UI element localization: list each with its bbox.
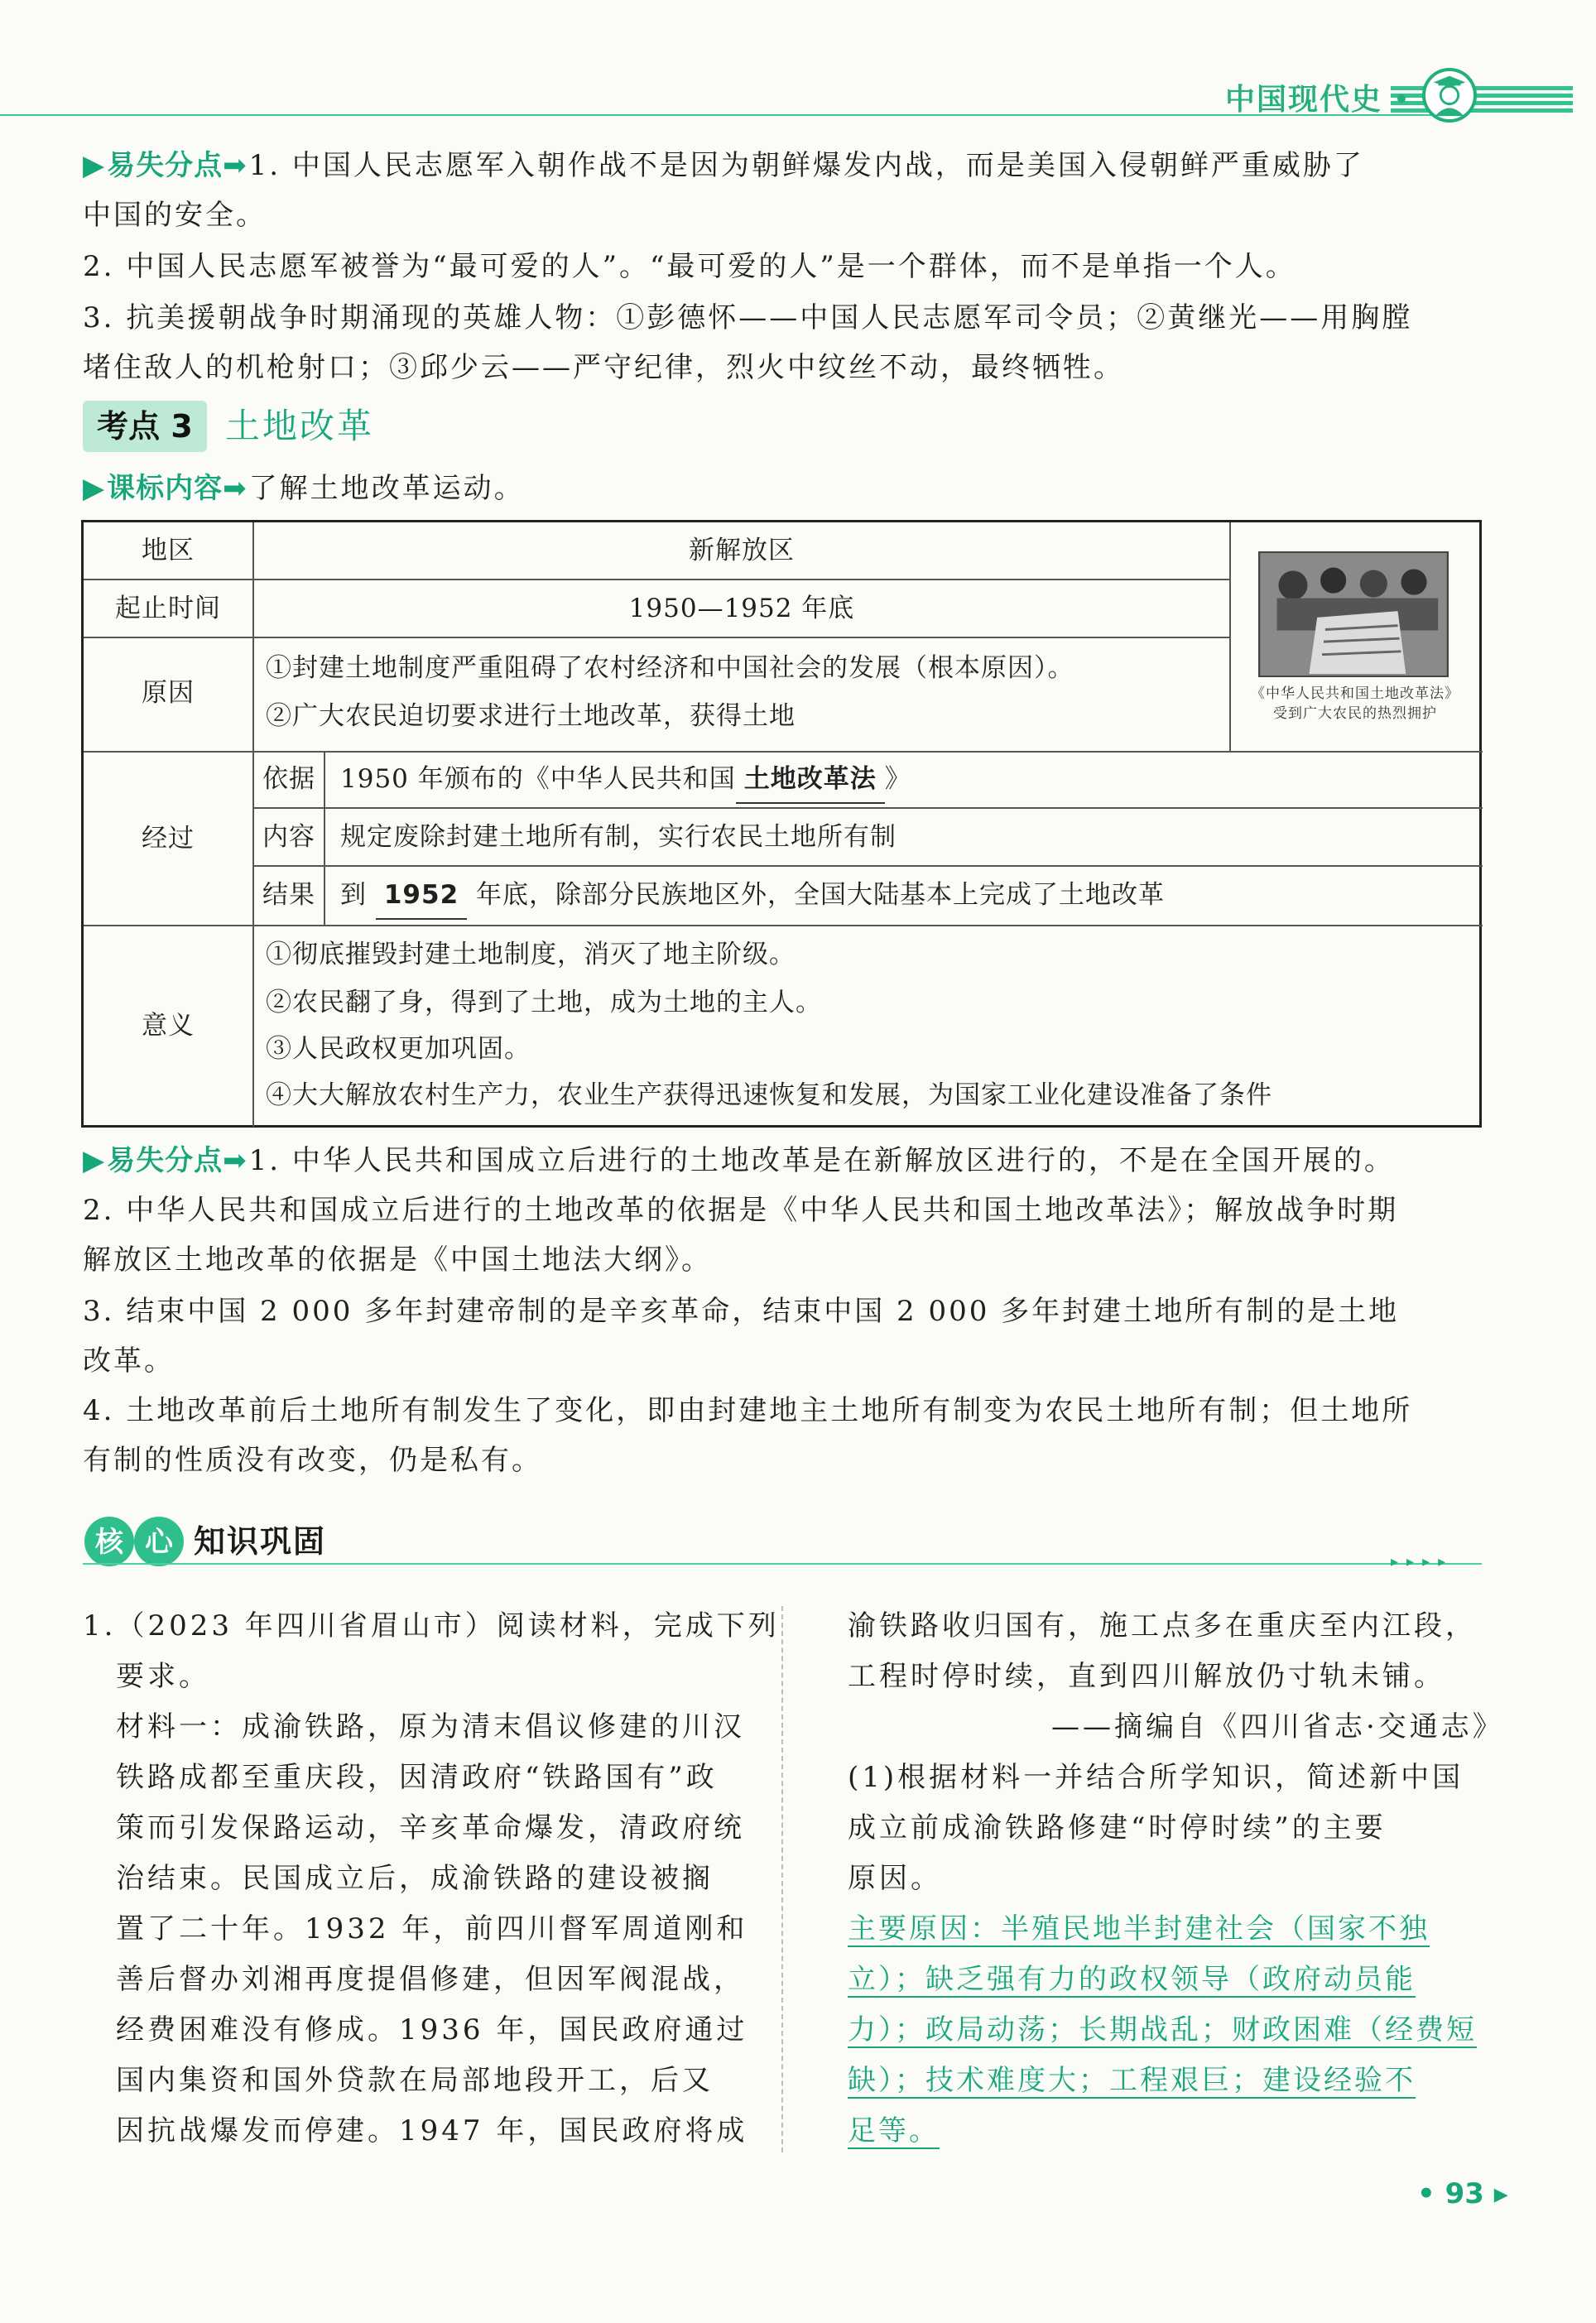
basis-suffix: 》 <box>884 764 911 794</box>
meaning-label: 意义 <box>142 1011 195 1041</box>
triangle-icon: ▶ <box>83 149 108 182</box>
meaning-line-2: ②农民翻了身，得到了土地，成为土地的主人。 <box>266 988 822 1017</box>
basis-fill-answer: 土地改革法 <box>736 756 885 804</box>
arrow-right-icon: ➡ <box>223 472 249 505</box>
time-label: 起止时间 <box>115 594 221 623</box>
core-badge <box>83 1515 205 1568</box>
photo-caption-line-2: 受到广大农民的热烈拥护 <box>1273 705 1437 722</box>
question-left-1: 1.（2023 年四川省眉山市）阅读材料，完成下列 <box>83 1609 780 1642</box>
question-right-1: 渝铁路收归国有，施工点多在重庆至内江段， <box>848 1609 1477 1642</box>
curriculum-text: 了解土地改革运动。 <box>248 472 525 505</box>
student-avatar-icon <box>1422 68 1477 123</box>
note1-line-2: 中国的安全。 <box>83 199 267 232</box>
answer-text-2: 立）；缺乏强有力的政权领导（政府动员能 <box>848 1963 1416 1996</box>
question-left-8: 善后督办刘湘再度提倡修建，但因军阀混战， <box>116 1963 745 1996</box>
note2-tag: 易失分点 <box>107 1144 224 1177</box>
curriculum-line <box>83 464 525 513</box>
section-dots-icon: ▸▸▸▸ <box>1391 1553 1454 1570</box>
note2-line-5: 改革。 <box>83 1344 175 1378</box>
basis-value <box>340 756 911 804</box>
answer-text-3: 力）；政局动荡；长期战乱；财政困难（经费短 <box>848 2013 1477 2046</box>
header-stripes <box>1391 86 1573 116</box>
note1-text-1: 1. 中国人民志愿军入朝作战不是因为朝鲜爆发内战，而是美国入侵朝鲜严重威胁了 <box>248 149 1364 182</box>
page-number-value: 93 <box>1445 2177 1484 2210</box>
basis-label: 依据 <box>262 764 315 794</box>
column-divider <box>781 1606 783 2152</box>
answer-text-4: 缺）；技术难度大；工程艰巨；建设经验不 <box>848 2064 1416 2097</box>
kaodian-title: 土地改革 <box>225 406 375 446</box>
photo-caption <box>1238 684 1472 724</box>
note2-text-1: 1. 中华人民共和国成立后进行的土地改革是在新解放区进行的，不是在全国开展的。 <box>248 1144 1395 1177</box>
result-value <box>340 872 1165 920</box>
note2-line-2: 2. 中华人民共和国成立后进行的土地改革的依据是《中华人民共和国土地改革法》；解放战争时期 <box>83 1194 1399 1227</box>
page-arrow-icon: ▸ <box>1483 2177 1508 2210</box>
region-value: 新解放区 <box>689 536 795 565</box>
question-left-9: 经费困难没有修成。1936 年，国民政府通过 <box>116 2013 748 2046</box>
note2-line-6: 4. 土地改革前后土地所有制发生了变化，即由封建地主土地所有制变为农民土地所有制；但土地所 <box>83 1394 1413 1427</box>
curriculum-tag: 课标内容 <box>107 472 224 505</box>
note1-line-4: 3. 抗美援朝战争时期涌现的英雄人物：①彭德怀——中国人民志愿军司令员；②黄继光——用胸膛 <box>83 301 1413 334</box>
triangle-icon: ▶ <box>83 1144 108 1177</box>
question-left-11: 因抗战爆发而停建。1947 年，国民政府将成 <box>116 2114 748 2147</box>
page-number <box>1417 2177 1508 2210</box>
result-prefix: 到 <box>340 880 367 910</box>
result-label: 结果 <box>262 880 315 910</box>
question-left-2: 要求。 <box>116 1660 210 1693</box>
note1-line-3: 2. 中国人民志愿军被誉为“最可爱的人”。“最可爱的人”是一个群体，而不是单指一个人。 <box>83 250 1296 283</box>
answer-line-5 <box>848 2106 940 2157</box>
basis-prefix: 1950 年颁布的《中华人民共和国 <box>340 764 736 794</box>
note2-line-3: 解放区土地改革的依据是《中国土地法大纲》。 <box>83 1243 712 1277</box>
core-badge-char-1: 核 <box>95 1526 123 1559</box>
question-left-4: 铁路成都至重庆段，因清政府“铁路国有”政 <box>116 1761 718 1794</box>
meaning-line-4: ④大大解放农村生产力，农业生产获得迅速恢复和发展，为国家工业化建设准备了条件 <box>266 1080 1272 1110</box>
answer-text-1: 主要原因：半殖民地半封建社会（国家不独 <box>848 1912 1430 1945</box>
result-fill-answer: 1952 <box>376 872 467 920</box>
process-label: 经过 <box>142 824 195 854</box>
question-source: ——摘编自《四川省志·交通志》 <box>1051 1710 1504 1743</box>
time-value: 1950—1952 年底 <box>628 594 855 623</box>
question-left-5: 策而引发保路运动，辛亥革命爆发，清政府统 <box>116 1811 745 1844</box>
question-left-3: 材料一：成渝铁路，原为清末倡议修建的川汉 <box>116 1710 745 1743</box>
note2-line-4: 3. 结束中国 2 000 多年封建帝制的是辛亥革命，结束中国 2 000 多年封建土地所有制的是土地 <box>83 1295 1400 1328</box>
page-dot-icon: • <box>1417 2177 1445 2210</box>
question-left-7: 置了二十年。1932 年，前四川督军周道刚和 <box>116 1912 748 1945</box>
question-right-6: 原因。 <box>848 1862 942 1895</box>
section-title: 知识巩固 <box>194 1523 327 1560</box>
note1-line-5: 堵住敌人的机枪射口；③邱少云——严守纪律，烈火中纹丝不动，最终牺牲。 <box>83 351 1124 384</box>
content-value: 规定废除封建土地所有制，实行农民土地所有制 <box>340 822 897 852</box>
note2-line-1 <box>83 1136 1395 1186</box>
header-dot <box>1397 94 1406 103</box>
header-title: 中国现代史 <box>1225 83 1383 117</box>
core-badge-char-2: 心 <box>145 1526 173 1559</box>
result-suffix: 年底，除部分民族地区外，全国大陆基本上完成了土地改革 <box>476 880 1165 910</box>
answer-line-4 <box>848 2056 1416 2106</box>
note2-line-7: 有制的性质没有改变，仍是私有。 <box>83 1444 542 1477</box>
content-label: 内容 <box>262 822 315 852</box>
question-right-4: (1)根据材料一并结合所学知识，简述新中国 <box>848 1761 1464 1794</box>
answer-line-3 <box>848 2005 1477 2056</box>
land-reform-photo <box>1258 551 1449 677</box>
photo-caption-line-1: 《中华人民共和国土地改革法》 <box>1251 685 1459 702</box>
triangle-icon: ▶ <box>83 472 108 505</box>
meaning-line-3: ③人民政权更加巩固。 <box>266 1034 531 1064</box>
note1-tag: 易失分点 <box>107 149 224 182</box>
kaodian-label: 考点 3 <box>83 401 207 452</box>
arrow-right-icon: ➡ <box>223 1144 249 1177</box>
question-left-10: 国内集资和国外贷款在局部地段开工，后又 <box>116 2064 714 2097</box>
cause-label: 原因 <box>142 678 195 708</box>
answer-line-1 <box>848 1904 1430 1955</box>
question-left-6: 治结束。民国成立后，成渝铁路的建设被搁 <box>116 1862 714 1895</box>
region-label: 地区 <box>142 536 195 565</box>
arrow-right-icon: ➡ <box>223 149 249 182</box>
cause-line-1: ①封建土地制度严重阻碍了农村经济和中国社会的发展（根本原因）。 <box>266 653 1074 683</box>
question-right-2: 工程时停时续，直到四川解放仍寸轨未铺。 <box>848 1660 1445 1693</box>
cause-line-2: ②广大农民迫切要求进行土地改革，获得土地 <box>266 701 796 731</box>
section-rule <box>83 1563 1482 1565</box>
meaning-line-1: ①彻底摧毁封建土地制度，消灭了地主阶级。 <box>266 940 796 969</box>
note1-line-1 <box>83 141 1364 190</box>
question-right-5: 成立前成渝铁路修建“时停时续”的主要 <box>848 1811 1387 1844</box>
answer-line-2 <box>848 1955 1416 2005</box>
answer-text-5: 足等。 <box>848 2114 940 2147</box>
